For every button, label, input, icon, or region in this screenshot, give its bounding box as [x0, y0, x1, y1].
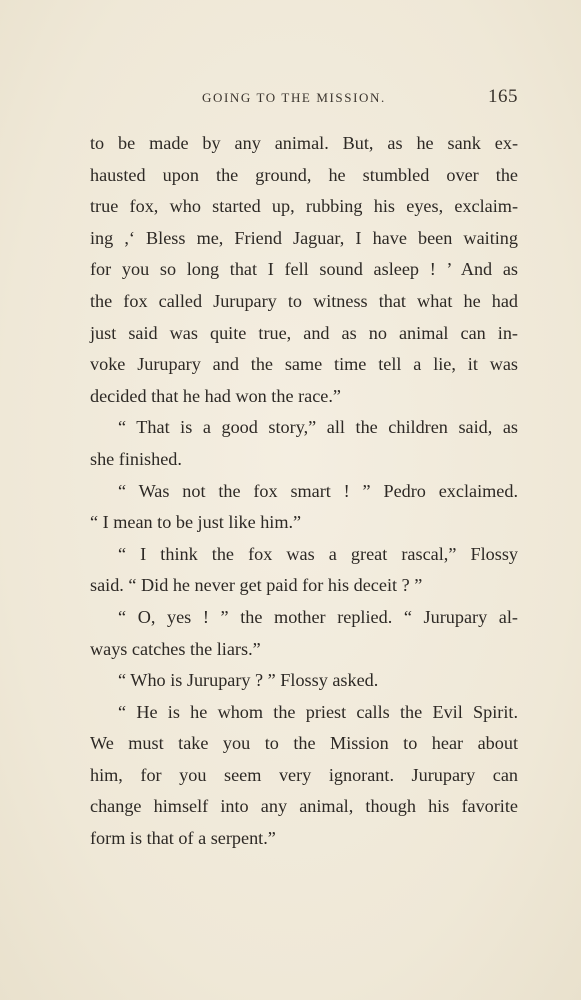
text-line: “ O, yes ! ” the mother replied. “ Jurupary al-	[118, 606, 518, 627]
text-line: ways catches the liars.”	[90, 638, 261, 659]
text-line: decided that he had won the race.”	[90, 385, 341, 406]
page-number: 165	[488, 86, 518, 107]
chapter-title: GOING TO THE MISSION.	[202, 90, 386, 105]
text-line: change himself into any animal, though his favorite	[90, 796, 518, 817]
text-line: hausted upon the ground, he stumbled over the	[90, 164, 518, 185]
text-line: “ I mean to be just like him.”	[90, 512, 302, 533]
text-line: form is that of a serpent.”	[90, 828, 276, 849]
text-line: said. “ Did he never get paid for his deceit ? ”	[90, 575, 423, 596]
text-line: “ I think the fox was a great rascal,” Flossy	[118, 543, 518, 564]
text-line: true fox, who started up, rubbing his eyes, exclaim-	[90, 196, 518, 217]
text-line: We must take you to the Mission to hear about	[90, 733, 518, 754]
text-line: “ Who is Jurupary ? ” Flossy asked.	[118, 670, 379, 691]
running-head	[90, 86, 518, 110]
text-line: “ Was not the fox smart ! ” Pedro exclaimed.	[118, 480, 518, 501]
text-line: to be made by any animal. But, as he sank ex-	[90, 133, 518, 153]
text-line: him, for you seem very ignorant. Jurupary can	[90, 764, 518, 785]
text-line: “ He is he whom the priest calls the Evil Spirit.	[118, 701, 518, 722]
text-line: she finished.	[90, 448, 182, 469]
text-line: “ That is a good story,” all the children said, as	[118, 417, 518, 438]
text-line: for you so long that I fell sound asleep ! ’ And as	[90, 259, 518, 280]
text-line: ing ,‘ Bless me, Friend Jaguar, I have been waiting	[90, 227, 518, 248]
text-line: voke Jurupary and the same time tell a lie, it was	[90, 354, 518, 375]
body-text	[90, 128, 518, 855]
text-line: the fox called Jurupary to witness that what he had	[90, 290, 518, 311]
text-line: just said was quite true, and as no animal can in-	[90, 322, 518, 343]
